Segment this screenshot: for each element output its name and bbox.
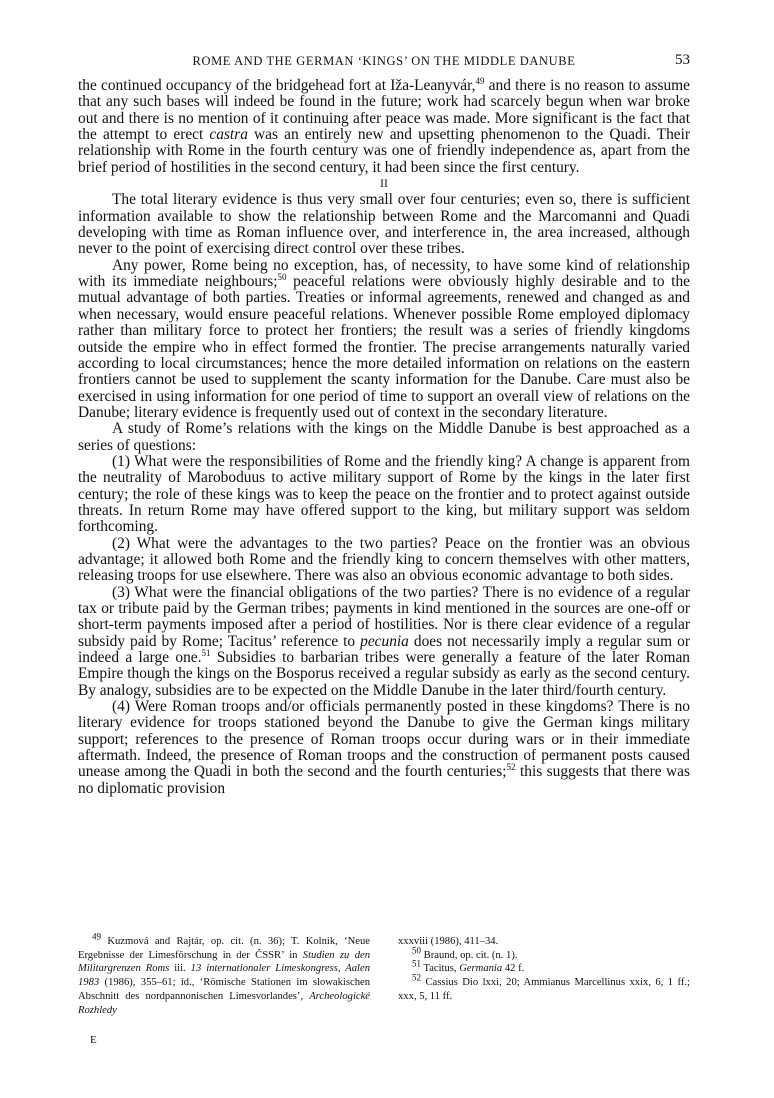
text-run: Any power, Rome being no exception, has, of necessity, to have some kind of relationship with its immediate neighbours; [78, 256, 690, 291]
running-head [78, 52, 690, 72]
footnote-number: 49 [92, 931, 101, 942]
text-run: peaceful relations were obviously highly desirable and to the mutual advantage of both parties. Treaties or informal agreements, renewed and changed as and when necessary, would ensure peaceful relations. Whenever possible Rome employed diplomacy rather than military force to protect her frontiers; the result was a series of friendly kingdoms outside the empire who in effect formed the frontier. The precise arrangements naturally varied according to local circumstances; hence the more detailed information on relations on the eastern frontiers cannot be used to supplement the scanty information for the Danube. Care must also be exercised in using information for one period of time to support an overall view of relations on the Danube; literary evidence is frequently used out of context in the secondary literature. [78, 273, 690, 421]
signature-mark: E [90, 1034, 97, 1046]
footnote-50 [398, 945, 690, 963]
paragraph-8 [78, 699, 690, 797]
footnote-ref-52: 52 [506, 762, 516, 773]
footnote-49 [78, 931, 370, 1017]
italic-title: Germania [459, 963, 503, 975]
italic-term: castra [209, 126, 248, 144]
footnote-52 [398, 972, 690, 1003]
body-text [78, 75, 691, 797]
text-run: Kuzmová and Rajtár, op. cit. (n. 36); T. Kolnik, ‘Neue Ergebnisse der Limesförschung in der ČSSR’ in [78, 936, 370, 961]
footnote-51 [398, 958, 690, 976]
paragraph-4: A study of Rome’s relations with the kings on the Middle Danube is best approached as a series of questions: [78, 420, 690, 454]
text-run: Subsidies to barbarian tribes were generally a feature of the later Roman Empire though the kings on the Bosporus received a regular subsidy as early as the second century. By analogy, subsidies are to be expected on the Middle Danube in the later third/fourth century. [78, 649, 691, 699]
text-run: iii. [169, 963, 191, 975]
italic-term: pecunia [360, 632, 409, 650]
italic-title: 13 internationaler Limeskongress, Aalen 1983 [78, 963, 370, 989]
footnote-49-continued: xxxviii (1986), 411–34. [398, 936, 499, 947]
footnote-column-right [398, 935, 690, 1004]
text-run: (4) Were Roman troops and/or officials permanently posted in these kingdoms? There is no literary evidence for troops stationed beyond the Danube to give the German kings military support; references to the presence of Roman troops occur during wars or in their immediate aftermath. Indeed, the presence of Roman troops and the construction of permanent posts caused unease among the Quadi in both the second and the fourth centuries; [78, 698, 690, 781]
page-number: 53 [675, 52, 690, 68]
text-run: Braund, op. cit. (n. 1). [421, 949, 518, 961]
footnote-number: 51 [412, 958, 421, 969]
footnote-number: 50 [412, 945, 421, 956]
paragraph-3 [78, 258, 690, 421]
text-run: (1986), 355–61; id., ‘Römische Stationen im slowakischen Abschnitt des nordpannonischen Limesvorlandes’, [78, 977, 370, 1002]
italic-title: Archeologické Rozhledy [78, 990, 370, 1016]
text-run: Cassius Dio lxxi, 20; Ammianus Marcellinus xxix, 6, 1 ff.; xxx, 5, 11 ff. [398, 977, 690, 1002]
footnote-number: 52 [412, 972, 421, 983]
text-run: Tacitus, [421, 963, 460, 975]
italic-title: Studien zu den Militargrenzen Roms [78, 949, 370, 975]
footnote-ref-49: 49 [475, 75, 485, 86]
running-title: ROME AND THE GERMAN ‘KINGS’ ON THE MIDDLE DANUBE [192, 54, 576, 68]
text-run: does not necessarily imply a regular sum or indeed a large one. [78, 632, 690, 667]
text-run: and there is no reason to assume that any such bases will indeed be found in the future; work had scarcely begun when war broke out and there is no mention of it continuing after peace was made. More significant is the fact that the attempt to erect [78, 77, 690, 144]
text-run: this suggests that there was no diplomatic provision [78, 763, 690, 797]
paragraph-5: (1) What were the responsibilities of Rome and the friendly king? A change is apparent from the neutrality of Maroboduus to active military support of Rome by the kings in the later first century; the role of these kings was to keep the peace on the frontier and to protect against outside threats. In return Rome may have offered support to the king, but military support was seldom forthcoming. [78, 452, 690, 536]
text-run: the continued occupancy of the bridgehead fort at Iža-Leanyvár, [78, 77, 476, 94]
footnote-column-left [78, 931, 370, 1017]
text-run: (3) What were the financial obligations of the two parties? There is no evidence of a regular tax or tribute paid by the German tribes; payments in kind mentioned in the sources are one-off or short-term payments imposed after a period of hostilities. Nor is there clear evidence of a regular subsidy paid by Rome; Tacitus’ reference to [78, 583, 690, 650]
text-run: 42 f. [502, 963, 525, 975]
paragraph-7 [78, 585, 690, 699]
footnote-ref-50: 50 [277, 272, 287, 282]
paragraph-6: (2) What were the advantages to the two parties? Peace on the frontier was an obvious advantage; it allowed both Rome and the friendly king to concern themselves with other matters, releasing troops for use elsewhere. There was also an obvious economic advantage to both sides. [78, 534, 690, 585]
paragraph-1 [78, 75, 691, 176]
paragraph-2: The total literary evidence is thus very small over four centuries; even so, there is sufficient information available to show the relationship between Rome and the Marcomanni and Quadi developing with time as Roman influence over, and interference in, the area increased, although never to the point of exercising direct control over these tribes. [78, 191, 690, 258]
text-run: was an entirely new and upsetting phenomenon to the Quadi. Their relationship with Rome in the fourth century was one of friendly independence as, apart from the brief period of hostilities in the second century, it had been since the first century. [78, 126, 691, 176]
section-heading: II [380, 178, 388, 191]
footnote-ref-51: 51 [201, 647, 211, 658]
